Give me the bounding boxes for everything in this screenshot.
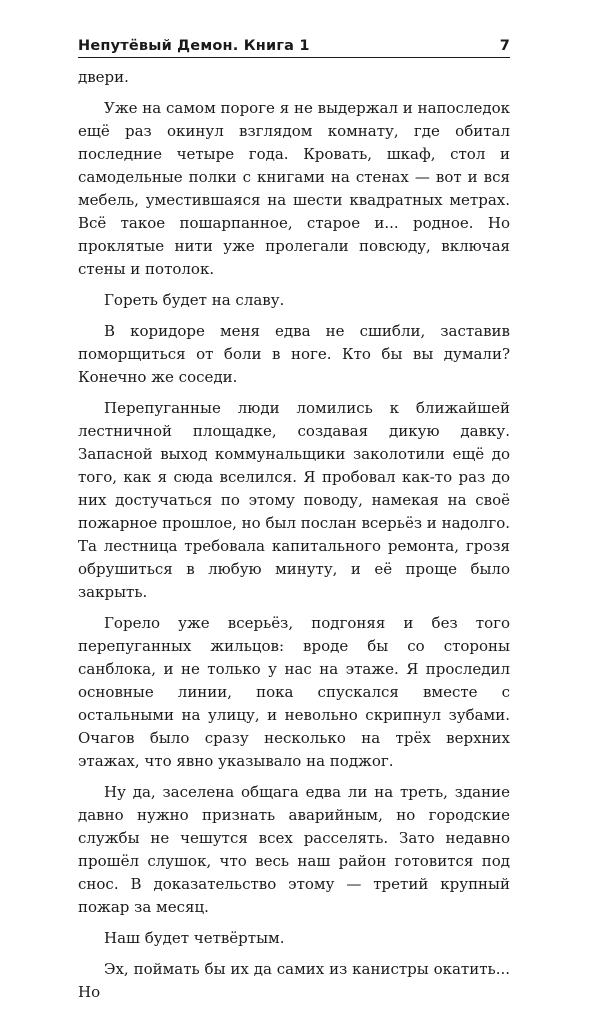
paragraph-continuation: двери. — [78, 68, 129, 86]
paragraph: Наш будет четвёртым. — [104, 929, 285, 947]
header-rule — [78, 57, 510, 58]
book-page — [78, 0, 510, 1001]
paragraph: Ну да, заселена общага едва ли на треть, здание давно нужно признать аварийным, но городские службы не чешутся всех расселять. Зато недавно прошёл слушок, что весь наш район готовится под снос. В доказательство этому — третий крупный пожар за месяц. — [78, 783, 510, 916]
paragraph: Уже на самом пороге я не выдержал и напоследок ещё раз окинул взглядом комнату, где обитал последние четыре года. Кровать, шкаф, стол и самодельные полки с книгами на стенах — вот и вся мебель, уместившаяся на шести квадратных метрах. Всё такое пошарпанное, старое и... родное. Но проклятые нити уже пролегали повсюду, включая стены и потолок. — [78, 99, 510, 278]
paragraph: Горело уже всерьёз, подгоняя и без того перепуганных жильцов: вроде бы со стороны санблока, и не только у нас на этаже. Я проследил основные линии, пока спускался вместе с остальными на улицу, и невольно скрипнул зубами. Очагов было сразу несколько на трёх верхних этажах, что явно указывало на поджог. — [78, 614, 510, 770]
paragraph: В коридоре меня едва не сшибли, заставив поморщиться от боли в ноге. Кто бы вы думали? Конечно же соседи. — [78, 322, 510, 386]
running-header — [78, 30, 510, 54]
paragraph: Гореть будет на славу. — [104, 291, 285, 309]
page-number: 7 — [499, 38, 510, 54]
paragraph: Эх, поймать бы их да самих из канистры окатить... Но — [78, 960, 510, 1001]
book-title: Непутёвый Демон. Книга 1 — [78, 38, 310, 54]
paragraph: Перепуганные люди ломились к ближайшей лестничной площадке, создавая дикую давку. Запасной выход коммунальщики заколотили ещё до того, как я сюда вселился. Я пробовал как-то раз до них достучаться по этому поводу, намекая на своё пожарное прошлое, но был послан всерьёз и надолго. Та лестница требовала капитального ремонта, грозя обрушиться в любую минуту, и её проще было закрыть. — [78, 399, 510, 601]
body-text — [78, 66, 510, 1012]
